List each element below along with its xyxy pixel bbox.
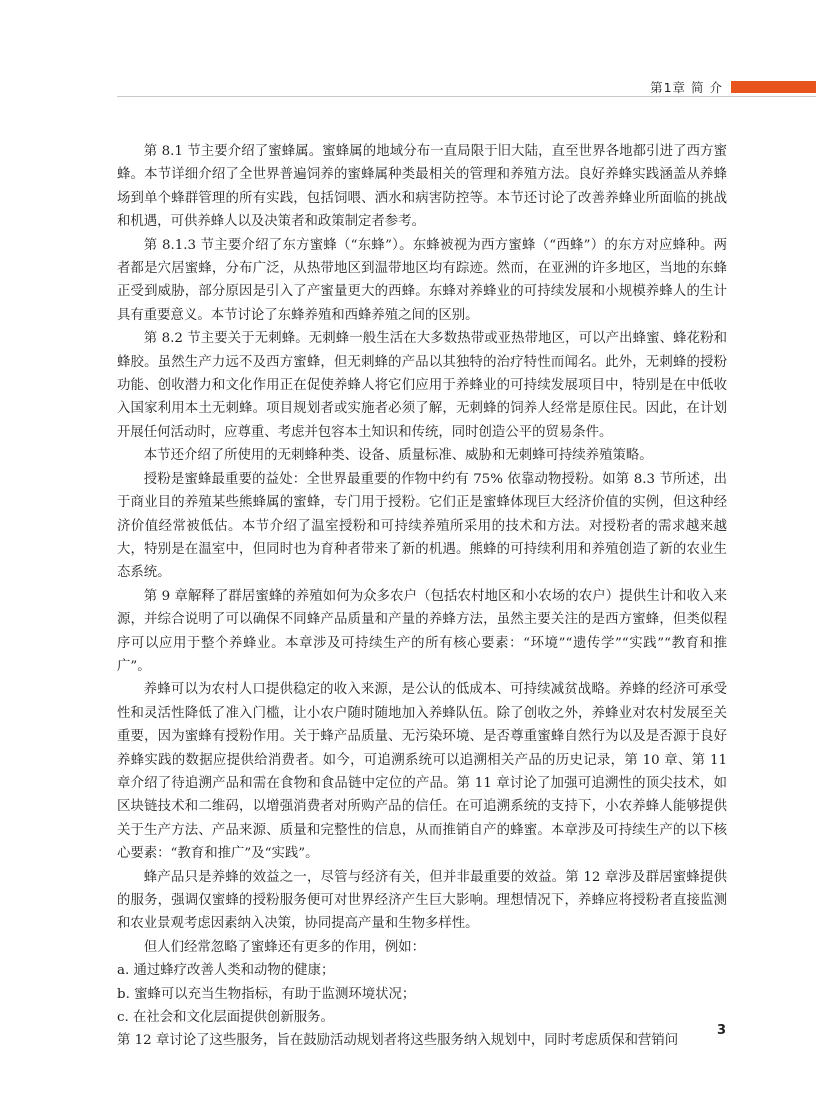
- body-paragraph: 蜂产品只是养蜂的效益之一，尽管与经济有关，但并非最重要的效益。第 12 章涉及群居蜜蜂提供的服务，强调仅蜜蜂的授粉服务便可对世界经济产生巨大影响。理想情况下，养蜂应将授粉者直接监测和农业景观考虑因素纳入决策，协同提高产量和生物多样性。: [117, 869, 727, 932]
- running-header: [650, 78, 816, 96]
- closing-paragraph: 第 12 章讨论了这些服务，旨在鼓励活动规划者将这些服务纳入规划中，同时考虑质保和营销问: [117, 1033, 679, 1049]
- body-paragraph: 第 8.2 节主要关于无刺蜂。无刺蜂一般生活在大多数热带或亚热带地区，可以产出蜂蜜、蜂花粉和蜂胶。虽然生产力远不及西方蜜蜂，但无刺蜂的产品以其独特的治疗特性而闻名。此外，无刺蜂的授粉功能、创收潜力和文化作用正在促使养蜂人将它们应用于养蜂业的可持续发展项目中，特别是在中低收入国家利用本土无刺蜂。项目规划者或实施者必须了解，无刺蜂的饲养人经常是原住民。因此，在计划开展任何活动时，应尊重、考虑并包容本土知识和传统，同时创造公平的贸易条件。: [117, 331, 727, 440]
- list-item: a. 通过蜂疗改善人类和动物的健康；: [117, 963, 335, 979]
- page-body: [117, 140, 727, 1053]
- body-paragraph: 第 8.1.3 节主要介绍了东方蜜蜂（“东蜂”）。东蜂被视为西方蜜蜂（“西蜂”）的东方对应蜂种。两者都是穴居蜜蜂，分布广泛，从热带地区到温带地区均有踪迹。然而，在亚洲的许多地区，当地的东蜂正受到威胁，部分原因是引入了产蜜量更大的西蜂。东蜂对养蜂业的可持续发展和小规模养蜂人的生计具有重要意义。本节讨论了东蜂养殖和西蜂养殖之间的区别。: [117, 237, 727, 323]
- list-item: b. 蜜蜂可以充当生物指标，有助于监测环境状况；: [117, 986, 416, 1002]
- body-paragraph: 第 9 章解释了群居蜜蜂的养殖如何为众多农户（包括农村地区和小农场的农户）提供生计和收入来源，并综合说明了可以确保不同蜂产品质量和产量的养蜂方法，虽然主要关注的是西方蜜蜂，但类似程序可以应用于整个养蜂业。本章涉及可持续生产的所有核心要素：“环境”“遗传学”“实践”“教育和推广”。: [117, 588, 727, 674]
- body-paragraph: 养蜂可以为农村人口提供稳定的收入来源，是公认的低成本、可持续减贫战略。养蜂的经济可承受性和灵活性降低了准入门槛，让小农户随时随地加入养蜂队伍。除了创收之外，养蜂业对农村发展至关重要，因为蜜蜂有授粉作用。关于蜂产品质量、无污染环境、是否尊重蜜蜂自然行为以及是否源于良好养蜂实践的数据应提供给消费者。如今，可追溯系统可以追溯相关产品的历史记录，第 10 章、第 11 章介绍了待追溯产品和需在食物和食品链中定位的产品。第 11 章讨论了加强可追溯性的顶尖技术，如区块链技术和二维码，以增强消费者对所购产品的信任。在可追溯系统的支持下，小农养蜂人能够提供关于生产方法、产品来源、质量和完整性的信息，从而推销自产的蜂蜜。本章涉及可持续生产的以下核心要素：“教育和推广”及“实践”。: [117, 682, 727, 862]
- body-paragraph: 第 8.1 节主要介绍了蜜蜂属。蜜蜂属的地域分布一直局限于旧大陆，直至世界各地都引进了西方蜜蜂。本节详细介绍了全世界普遍饲养的蜜蜂属种类最相关的管理和养殖方法。良好养蜂实践涵盖从养蜂场到单个蜂群管理的所有实践，包括饲喂、洒水和病害防控等。本节还讨论了改善养蜂业所面临的挑战和机遇，可供养蜂人以及决策者和政策制定者参考。: [117, 144, 727, 230]
- chapter-accent-bar: [731, 81, 816, 93]
- body-paragraph: 但人们经常忽略了蜜蜂还有更多的作用，例如：: [143, 939, 425, 955]
- list-item: c. 在社会和文化层面提供创新服务。: [117, 1010, 334, 1026]
- header-rule: [117, 96, 816, 97]
- body-paragraph: 授粉是蜜蜂最重要的益处：全世界最重要的作物中约有 75% 依靠动物授粉。如第 8.3 节所述，出于商业目的养殖某些熊蜂属的蜜蜂，专门用于授粉。它们正是蜜蜂体现巨大经济价值的实例，但这种经济价值经常被低估。本节介绍了温室授粉和可持续养殖所采用的技术和方法。对授粉者的需求越来越大，特别是在温室中，但同时也为育种者带来了新的机遇。熊蜂的可持续利用和养殖创造了新的农业生态系统。: [117, 471, 727, 581]
- body-paragraph: 本节还介绍了所使用的无刺蜂种类、设备、质量标准、威胁和无刺蜂可持续养殖策略。: [143, 448, 653, 464]
- page-number: 3: [716, 1023, 726, 1038]
- chapter-label: 第1章 简 介: [650, 80, 723, 95]
